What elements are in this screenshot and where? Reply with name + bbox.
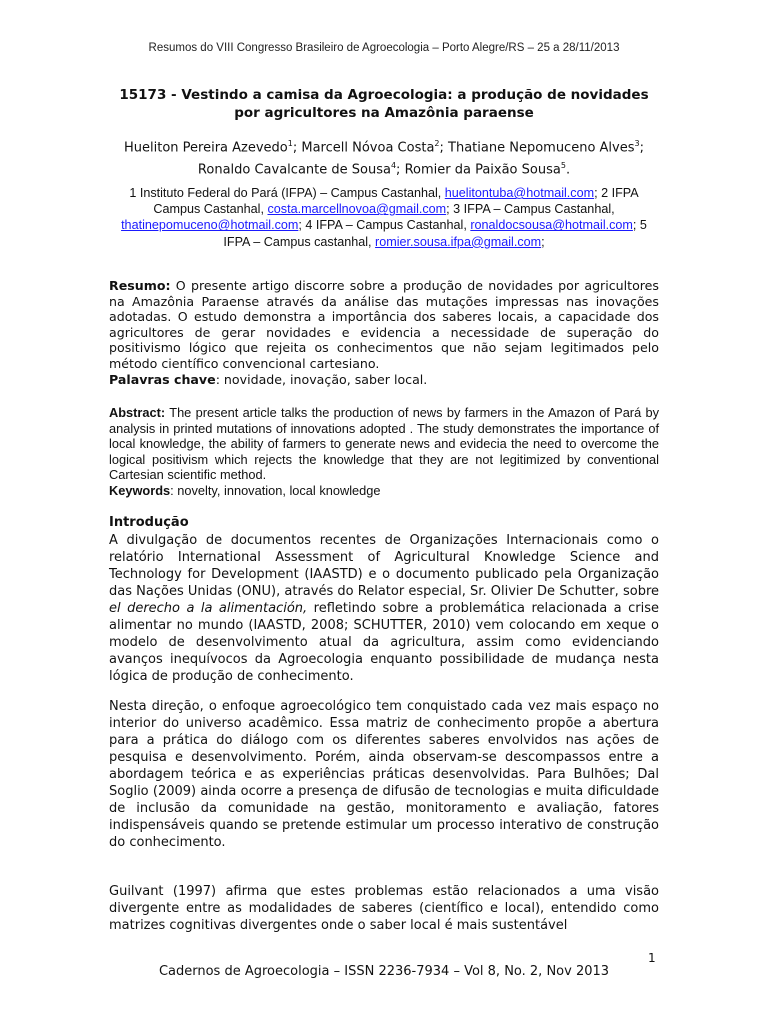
section-heading: Introdução xyxy=(109,515,189,530)
author-affiliation-number: 2 xyxy=(434,139,440,148)
palavras-chave-text: : novidade, inovação, saber local. xyxy=(215,371,428,387)
running-header: Resumos do VIII Congresso Brasileiro de Agroecologia – Porto Alegre/RS – 25 a 28/11/2013 xyxy=(148,42,620,54)
author-list xyxy=(108,135,660,180)
affiliation-text: ; 5 IFPA – Campus castanhal, xyxy=(223,218,647,249)
abstract-text: The present article talks the production of news by farmers in the Amazon of Pará by analysis in printed mutations of innovations adopted . The study demonstrates the importance of local knowledge, the ability of farmers to generate news and evidecia the need to overcome the logical positivism which rejects the knowledge that they are not legitimized by conventional Cartesian scientific method. xyxy=(109,405,659,483)
author-name: Hueliton Pereira Azevedo xyxy=(124,140,288,156)
affiliation-text: ; 4 IFPA – Campus Castanhal, xyxy=(298,218,471,233)
intro-text: refletindo sobre a problemática relacionada a crise alimentar no mundo (IAASTD, 2008; SCHUTTER, 2010) vem colocando em xeque o modelo de desenvolvimento atual da agricultura, assim como evidenciando avanços inequívocos da Agroecologia enquanto possibilidade de mudança nesta lógica de produção de conhecimento. xyxy=(109,601,659,684)
affiliation-text: ; xyxy=(541,234,545,249)
author-separator: ; xyxy=(396,162,405,178)
palavras-chave-label: Palavras chave xyxy=(109,371,216,387)
affiliation-text: 1 Instituto Federal do Pará (IFPA) – Campus Castanhal, xyxy=(129,186,445,200)
resumo-paragraph xyxy=(109,278,659,372)
page-number: 1 xyxy=(648,951,656,965)
resumo-section xyxy=(109,278,659,387)
abstract-section xyxy=(109,405,659,499)
intro-text: A divulgação de documentos recentes de Organizações Internacionais como o relatório International Assessment of Agricultural Knowledge Science and Technology for Development (IAASTD) e o documento publicado pela Organização das Nações Unidas (ONU), através do Relator especial, Sr. Olivier De Schutter, sobre xyxy=(109,533,659,599)
email-link[interactable]: ronaldocsousa@hotmail.com xyxy=(470,218,633,233)
intro-paragraph-2: Nesta direção, o enfoque agroecológico tem conquistado cada vez mais espaço no interior do universo acadêmico. Essa matriz de conhecimento propõe a abertura para a prática do diálogo com os diferentes saberes envolvidos nas ações de pesquisa e desenvolvimento. Porém, ainda observam-se descompassos entre a abordagem teórica e as experiências práticas desenvolvidas. Para Bulhões; Dal Soglio (2009) ainda ocorre a presença de difusão de tecnologias e muita dificuldade de inclusão da comunidade na gestão, monitoramento e avaliação, fatores indispensáveis quando se pretende estimular um processo interativo de construção do conhecimento. xyxy=(109,699,659,850)
author-name: Marcell Nóvoa Costa xyxy=(301,140,435,156)
keywords xyxy=(109,483,659,499)
author-separator: ; xyxy=(292,140,302,156)
affiliation-text: ; 2 IFPA Campus Castanhal, xyxy=(153,186,639,217)
author-separator: . xyxy=(565,162,571,178)
intro-paragraph-1 xyxy=(109,532,659,685)
email-link[interactable]: huelitontuba@hotmail.com xyxy=(444,186,595,200)
author-name: Romier da Paixão Sousa xyxy=(404,162,561,178)
paper-title: 15173 - Vestindo a camisa da Agroecologia: a produção de novidades por agricultores na Amazônia paraense xyxy=(119,87,649,121)
palavras-chave xyxy=(109,372,659,388)
keywords-text: : novelty, innovation, local knowledge xyxy=(170,482,381,498)
author-separator: ; xyxy=(639,140,644,156)
intro-paragraph-3: Guilvant (1997) afirma que estes problemas estão relacionados a uma visão divergente entre as modalidades de saberes (científico e local), entendido como matrizes cognitivas divergentes onde o saber local é mais sustentável xyxy=(109,884,659,933)
email-link[interactable]: thatinepomuceno@hotmail.com xyxy=(121,218,299,233)
email-link[interactable]: romier.sousa.ifpa@gmail.com xyxy=(375,234,542,249)
resumo-label: Resumo: xyxy=(109,278,171,293)
affiliation-text: ; 3 IFPA – Campus Castanhal, xyxy=(446,202,615,217)
running-footer: Cadernos de Agroecologia – ISSN 2236-7934 – Vol 8, No. 2, Nov 2013 xyxy=(158,964,610,979)
author-name: Ronaldo Cavalcante de Sousa xyxy=(197,162,391,178)
intro-italic-text: el derecho a la alimentación, xyxy=(109,601,308,616)
keywords-label: Keywords xyxy=(109,482,171,498)
abstract-label: Abstract: xyxy=(109,405,166,420)
author-separator: ; xyxy=(439,140,449,156)
resumo-text: O presente artigo discorre sobre a produção de novidades por agricultores na Amazônia Paraense através da análise das mutações impressas nas inovações adotadas. O estudo demonstra a importância dos saberes locais, a capacidade dos agricultores de gerar novidades e evidencia a necessidade de superação do positivismo lógico que rejeita os conhecimentos que não sejam legitimados pelo método científico convencional cartesiano. xyxy=(109,278,659,371)
author-name: Thatiane Nepomuceno Alves xyxy=(448,140,635,156)
affiliations xyxy=(108,185,660,250)
author-affiliation-number: 5 xyxy=(560,161,566,171)
author-affiliation-number: 3 xyxy=(634,139,640,148)
email-link[interactable]: costa.marcellnovoa@gmail.com xyxy=(267,202,447,217)
author-affiliation-number: 4 xyxy=(390,161,397,171)
abstract-paragraph xyxy=(109,405,659,483)
author-affiliation-number: 1 xyxy=(287,139,293,148)
